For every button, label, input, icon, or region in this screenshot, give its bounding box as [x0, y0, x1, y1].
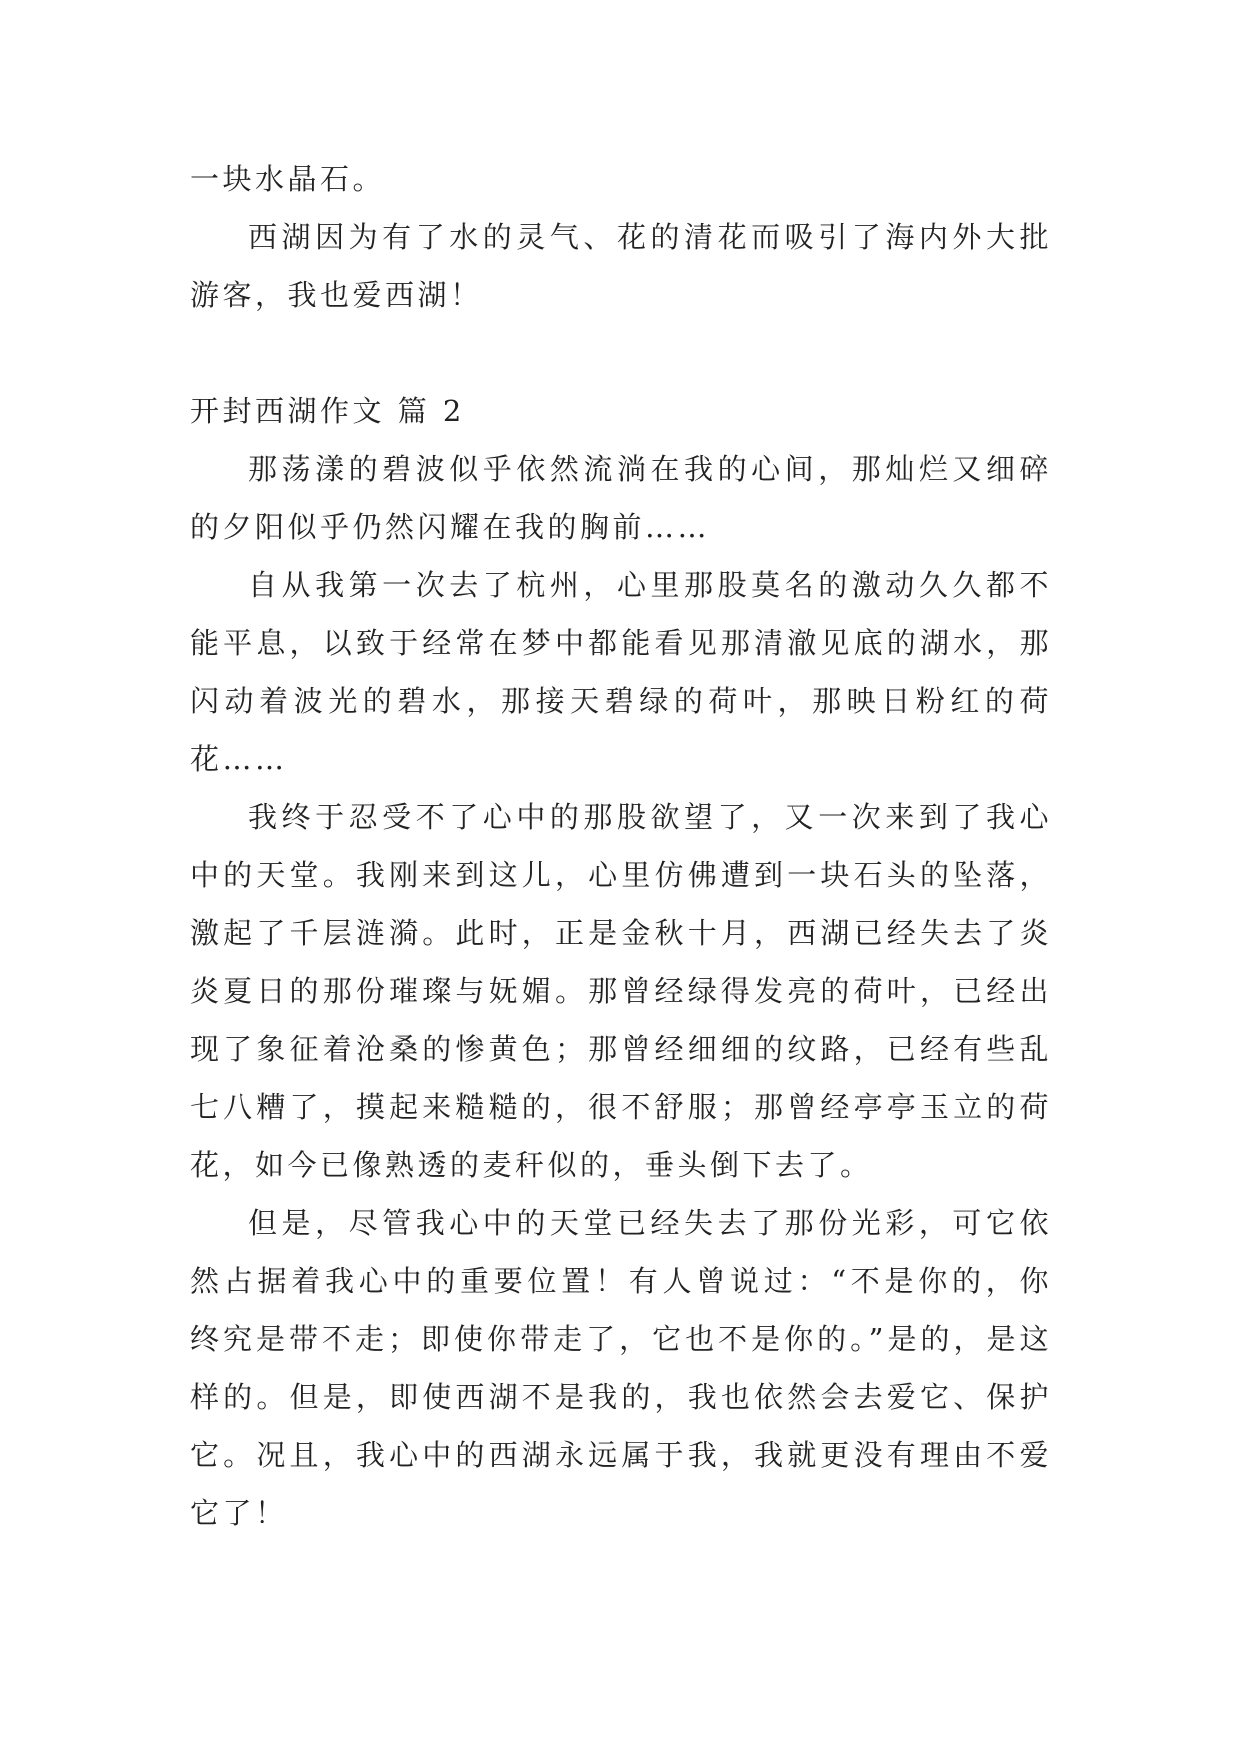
paragraph-conclusion: 但是，尽管我心中的天堂已经失去了那份光彩，可它依然占据着我心中的重要位置！有人曾说过：“不是你的，你终究是带不走；即使你带走了，它也不是你的。”是的，是这样的。但是，即使西湖不是我的，我也依然会去爱它、保护它。况且，我心中的西湖永远属于我，我就更没有理由不爱它了！ [190, 1206, 1052, 1530]
section-heading: 开封西湖作文 篇 2 [190, 394, 465, 428]
paragraph-first-visit: 自从我第一次去了杭州，心里那股莫名的激动久久都不能平息，以致于经常在梦中都能看见那清澈见底的湖水，那闪动着波光的碧水，那接天碧绿的荷叶，那映日粉红的荷花…… [190, 568, 1052, 776]
paragraph-return-visit: 我终于忍受不了心中的那股欲望了，又一次来到了我心中的天堂。我刚来到这儿，心里仿佛遭到一块石头的坠落，激起了千层涟漪。此时，正是金秋十月，西湖已经失去了炎炎夏日的那份璀璨与妩媚。那曾经绿得发亮的荷叶，已经出现了象征着沧桑的惨黄色；那曾经细细的纹路，已经有些乱七八糟了，摸起来糙糙的，很不舒服；那曾经亭亭玉立的荷花，如今已像熟透的麦秆似的，垂头倒下去了。 [190, 800, 1052, 1182]
document-page [190, 150, 1052, 1542]
paragraph-continuation: 一块水晶石。 [190, 162, 386, 196]
paragraph-ripples: 那荡漾的碧波似乎依然流淌在我的心间，那灿烂又细碎的夕阳似乎仍然闪耀在我的胸前…… [190, 452, 1052, 544]
paragraph-west-lake-visitors: 西湖因为有了水的灵气、花的清花而吸引了海内外大批游客，我也爱西湖！ [190, 220, 1052, 312]
